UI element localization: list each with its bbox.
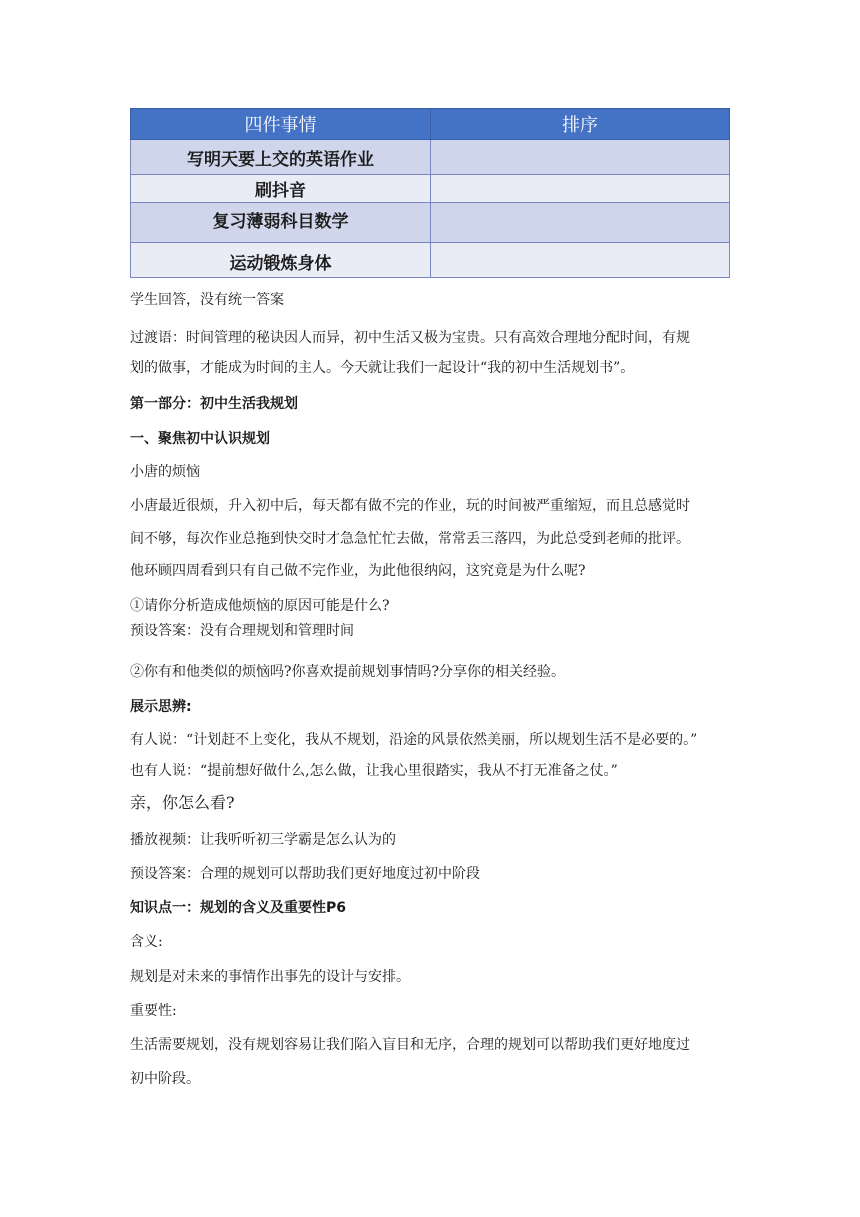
meaning-label: 含义: [130,934,163,950]
table-cell-order [431,243,730,278]
importance-line-2: 初中阶段。 [130,1071,200,1087]
video-note: 播放视频：让我听听初三学霸是怎么认为的 [130,832,396,848]
transition-line-2: 划的做事，才能成为时间的主人。今天就让我们一起设计“我的初中生活规划书”。 [130,360,635,376]
table-row [131,175,730,203]
section1-heading: 一、聚焦初中认识规划 [130,431,270,447]
story-line-3: 他环顾四周看到只有自己做不完作业，为此他很纳闷，这究竟是为什么呢? [130,563,586,579]
story-title: 小唐的烦恼 [130,464,200,480]
table-row [131,203,730,243]
table-cell-task: 运动锻炼身体 [131,243,431,278]
importance-label: 重要性: [130,1003,177,1019]
ask-opinion: 亲，你怎么看? [130,793,235,812]
answer-1: 预设答案：没有合理规划和管理时间 [130,623,354,639]
meaning-text: 规划是对未来的事情作出事先的设计与安排。 [130,969,410,985]
table-row [131,243,730,278]
table-cell-order [431,140,730,175]
table-cell-order [431,175,730,203]
table-header-things: 四件事情 [131,109,431,140]
ranking-table [130,108,730,278]
question-2: ②你有和他类似的烦恼吗?你喜欢提前规划事情吗?分享你的相关经验。 [130,664,566,680]
table-cell-task: 写明天要上交的英语作业 [131,140,431,175]
table-cell-task: 复习薄弱科目数学 [131,203,431,243]
question-1: ①请你分析造成他烦恼的原因可能是什么? [130,598,390,614]
view-2: 也有人说：“提前想好做什么,怎么做，让我心里很踏实，我从不打无准备之仗。” [130,763,618,779]
transition-line-1: 过渡语：时间管理的秘诀因人而异，初中生活又极为宝贵。只有高效合理地分配时间，有规 [130,330,690,346]
table-cell-order [431,203,730,243]
knowledge-point-1-heading: 知识点一：规划的含义及重要性P6 [130,900,347,916]
table-header-row [131,109,730,140]
table-cell-task: 刷抖音 [131,175,431,203]
story-line-2: 间不够，每次作业总拖到快交时才急急忙忙去做，常常丢三落四，为此总受到老师的批评。 [130,531,690,547]
view-1: 有人说：“计划赶不上变化，我从不规划，沿途的风景依然美丽，所以规划生活不是必要的。” [130,732,698,748]
debate-heading: 展示思辨: [130,699,192,715]
table-header-order: 排序 [431,109,730,140]
story-line-1: 小唐最近很烦，升入初中后，每天都有做不完的作业，玩的时间被严重缩短，而且总感觉时 [130,498,690,514]
document-page [130,108,730,1087]
student-answer: 学生回答，没有统一答案 [130,292,284,308]
part1-heading: 第一部分：初中生活我规划 [130,396,298,412]
importance-line-1: 生活需要规划，没有规划容易让我们陷入盲目和无序，合理的规划可以帮助我们更好地度过 [130,1037,690,1053]
table-row [131,140,730,175]
answer-2: 预设答案：合理的规划可以帮助我们更好地度过初中阶段 [130,866,480,882]
